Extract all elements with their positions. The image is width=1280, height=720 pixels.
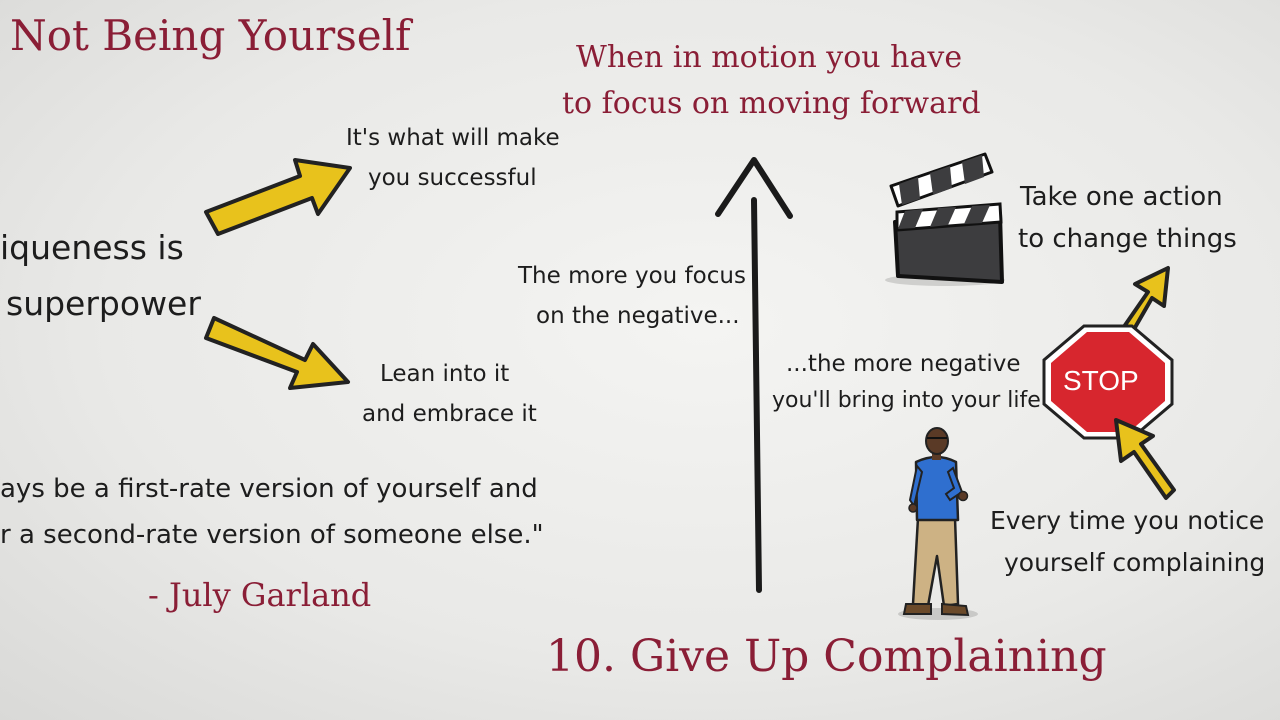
stop-sign-label: STOP	[1063, 365, 1139, 396]
quote-author: - July Garland	[148, 576, 372, 614]
focus-line-1: The more you focus	[518, 263, 746, 289]
clapperboard-icon	[885, 154, 1005, 286]
uniqueness-line-1: iqueness is	[0, 228, 184, 267]
negative-line-1: ...the more negative	[786, 351, 1021, 377]
motion-line-2: to focus on moving forward	[562, 86, 981, 121]
lower-branch-line-1: Lean into it	[380, 361, 510, 387]
lower-branch-line-2: and embrace it	[362, 401, 537, 427]
quote-line-2: r a second-rate version of someone else."	[0, 520, 544, 550]
upper-branch-line-2: you successful	[368, 165, 537, 191]
negative-line-2: you'll bring into your life	[772, 388, 1041, 413]
left-title: Not Being Yourself	[10, 11, 411, 60]
upper-branch-line-1: It's what will make	[346, 125, 560, 151]
arrow-up-right-icon	[206, 160, 350, 234]
section-heading: 10. Give Up Complaining	[546, 631, 1107, 682]
quote-line-1: ays be a first-rate version of yourself and	[0, 474, 538, 504]
arrow-down-right-icon	[206, 318, 348, 388]
forward-arrow-icon	[718, 160, 790, 590]
person-figure-icon	[898, 428, 978, 620]
notice-line-2: yourself complaining	[1004, 548, 1266, 577]
arrow-to-stop-icon	[1116, 420, 1174, 498]
action-line-2: to change things	[1018, 224, 1237, 254]
motion-line-1: When in motion you have	[576, 40, 963, 75]
uniqueness-line-2: superpower	[6, 284, 201, 323]
notice-line-1: Every time you notice	[990, 506, 1265, 535]
focus-line-2: on the negative...	[536, 303, 740, 329]
action-line-1: Take one action	[1020, 182, 1223, 212]
